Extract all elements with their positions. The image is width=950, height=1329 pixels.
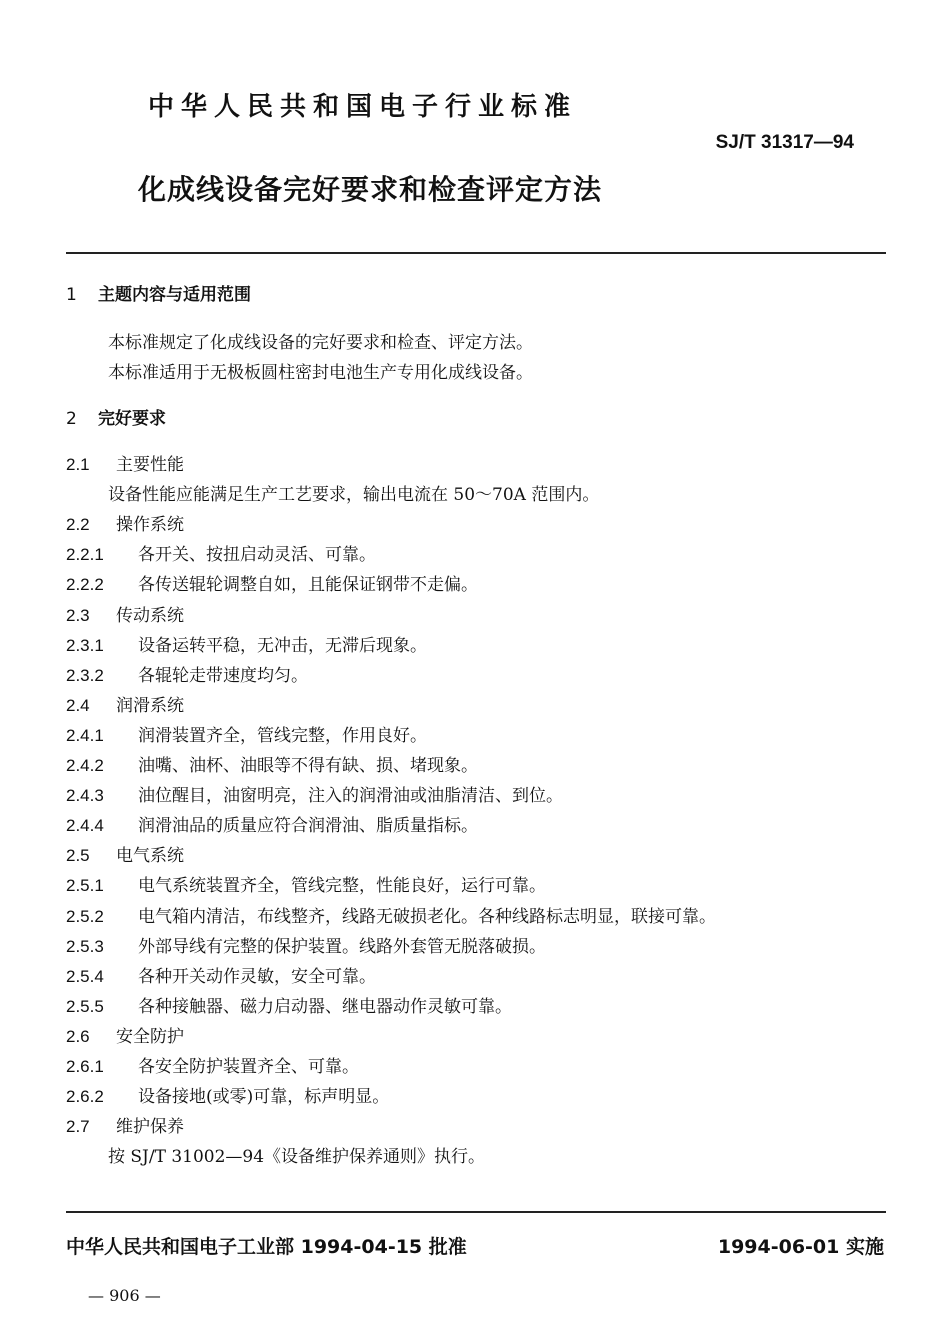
section-1-heading xyxy=(66,280,251,305)
list-item xyxy=(66,1082,389,1107)
item-text: 按 SJ/T 31002—94《设备维护保养通则》执行。 xyxy=(108,1147,486,1168)
list-item xyxy=(108,480,599,505)
section-1-title: 主题内容与适用范围 xyxy=(98,285,251,305)
item-number: 2.5.5 xyxy=(66,996,104,1016)
item-text: 各辊轮走带速度均匀。 xyxy=(138,665,308,686)
item-number: 2.5 xyxy=(66,846,90,866)
list-item xyxy=(66,601,184,626)
section-2-number: 2 xyxy=(66,409,77,429)
top-divider xyxy=(66,252,886,254)
list-item xyxy=(66,510,184,535)
list-item xyxy=(66,751,478,776)
organization-heading: 中华人民共和国电子行业标准 xyxy=(148,92,578,122)
item-number: 2.4.4 xyxy=(66,816,104,836)
list-item xyxy=(66,691,184,716)
item-number: 2.5.4 xyxy=(66,966,104,986)
item-number: 2.3 xyxy=(66,605,90,625)
item-number: 2.1 xyxy=(66,455,90,474)
item-number: 2.2.2 xyxy=(66,575,104,595)
list-item xyxy=(66,871,546,896)
item-text: 电气系统装置齐全，管线完整，性能良好，运行可靠。 xyxy=(138,876,546,897)
bottom-divider xyxy=(66,1211,886,1213)
list-item xyxy=(66,1112,184,1137)
list-item xyxy=(66,661,308,686)
section-1-paragraph: 本标准适用于无极板圆柱密封电池生产专用化成线设备。 xyxy=(108,363,533,383)
standard-code: SJ/T 31317—94 xyxy=(715,132,854,153)
item-number: 2.4.3 xyxy=(66,786,104,806)
list-item xyxy=(66,631,427,656)
item-number: 2.4.1 xyxy=(66,725,104,745)
item-text: 电气箱内清洁，布线整齐，线路无破损老化。各种线路标志明显，联接可靠。 xyxy=(138,906,716,927)
list-item xyxy=(66,992,512,1017)
section-1-number: 1 xyxy=(66,285,77,305)
item-text: 设备性能应能满足生产工艺要求，输出电流在 50～70A 范围内。 xyxy=(108,485,600,506)
list-item xyxy=(66,932,546,957)
item-text: 各传送辊轮调整自如，且能保证钢带不走偏。 xyxy=(138,575,478,596)
item-number: 2.3.1 xyxy=(66,635,104,655)
list-item xyxy=(66,570,478,595)
item-number: 2.4.2 xyxy=(66,756,104,775)
item-text: 各安全防护装置齐全、可靠。 xyxy=(138,1057,359,1077)
implementation-date: 1994-06-01 实施 xyxy=(717,1236,884,1258)
item-number: 2.6.2 xyxy=(66,1087,104,1107)
list-item xyxy=(66,450,184,475)
list-item xyxy=(66,721,427,746)
list-item xyxy=(66,781,563,806)
item-number: 2.7 xyxy=(66,1117,90,1137)
item-text: 电气系统 xyxy=(116,846,184,867)
item-number: 2.3.2 xyxy=(66,665,104,685)
item-number: 2.6.1 xyxy=(66,1057,104,1076)
list-item xyxy=(66,962,376,987)
document-title: 化成线设备完好要求和检查评定方法 xyxy=(138,173,603,206)
list-item xyxy=(66,1052,359,1077)
item-text: 各种开关动作灵敏，安全可靠。 xyxy=(138,966,376,987)
item-text: 润滑油品的质量应符合润滑油、脂质量指标。 xyxy=(138,816,478,837)
item-number: 2.2.1 xyxy=(66,545,104,565)
item-number: 2.6 xyxy=(66,1026,90,1046)
item-text: 设备接地(或零)可靠，标声明显。 xyxy=(138,1087,390,1108)
item-text: 各开关、按扭启动灵活、可靠。 xyxy=(138,545,376,566)
page-number: — 906 — xyxy=(88,1286,161,1305)
item-text: 润滑装置齐全，管线完整，作用良好。 xyxy=(138,725,427,746)
item-text: 设备运转平稳，无冲击，无滞后现象。 xyxy=(138,635,427,656)
item-text: 传动系统 xyxy=(116,605,184,626)
item-text: 油位醒目，油窗明亮，注入的润滑油或油脂清洁、到位。 xyxy=(138,786,563,807)
item-text: 油嘴、油杯、油眼等不得有缺、损、堵现象。 xyxy=(138,756,478,776)
item-text: 润滑系统 xyxy=(116,695,184,716)
list-item xyxy=(66,841,184,866)
item-text: 操作系统 xyxy=(116,515,184,536)
item-number: 2.5.1 xyxy=(66,876,104,896)
approval-line: 中华人民共和国电子工业部 1994-04-15 批准 xyxy=(66,1236,467,1258)
item-text: 主要性能 xyxy=(116,455,184,475)
section-1-paragraph: 本标准规定了化成线设备的完好要求和检查、评定方法。 xyxy=(108,333,533,353)
item-text: 安全防护 xyxy=(116,1026,184,1047)
item-text: 外部导线有完整的保护装置。线路外套管无脱落破损。 xyxy=(138,936,546,957)
list-item xyxy=(108,1142,485,1167)
section-2-heading xyxy=(66,404,166,429)
item-number: 2.2 xyxy=(66,515,90,535)
item-text: 维护保养 xyxy=(116,1117,184,1138)
list-item xyxy=(66,811,478,836)
item-number: 2.4 xyxy=(66,695,90,715)
list-item xyxy=(66,1022,184,1047)
item-text: 各种接触器、磁力启动器、继电器动作灵敏可靠。 xyxy=(138,996,512,1017)
list-item xyxy=(66,540,376,565)
item-number: 2.5.3 xyxy=(66,936,104,956)
list-item xyxy=(66,902,716,927)
item-number: 2.5.2 xyxy=(66,906,104,926)
section-2-title: 完好要求 xyxy=(98,409,166,429)
